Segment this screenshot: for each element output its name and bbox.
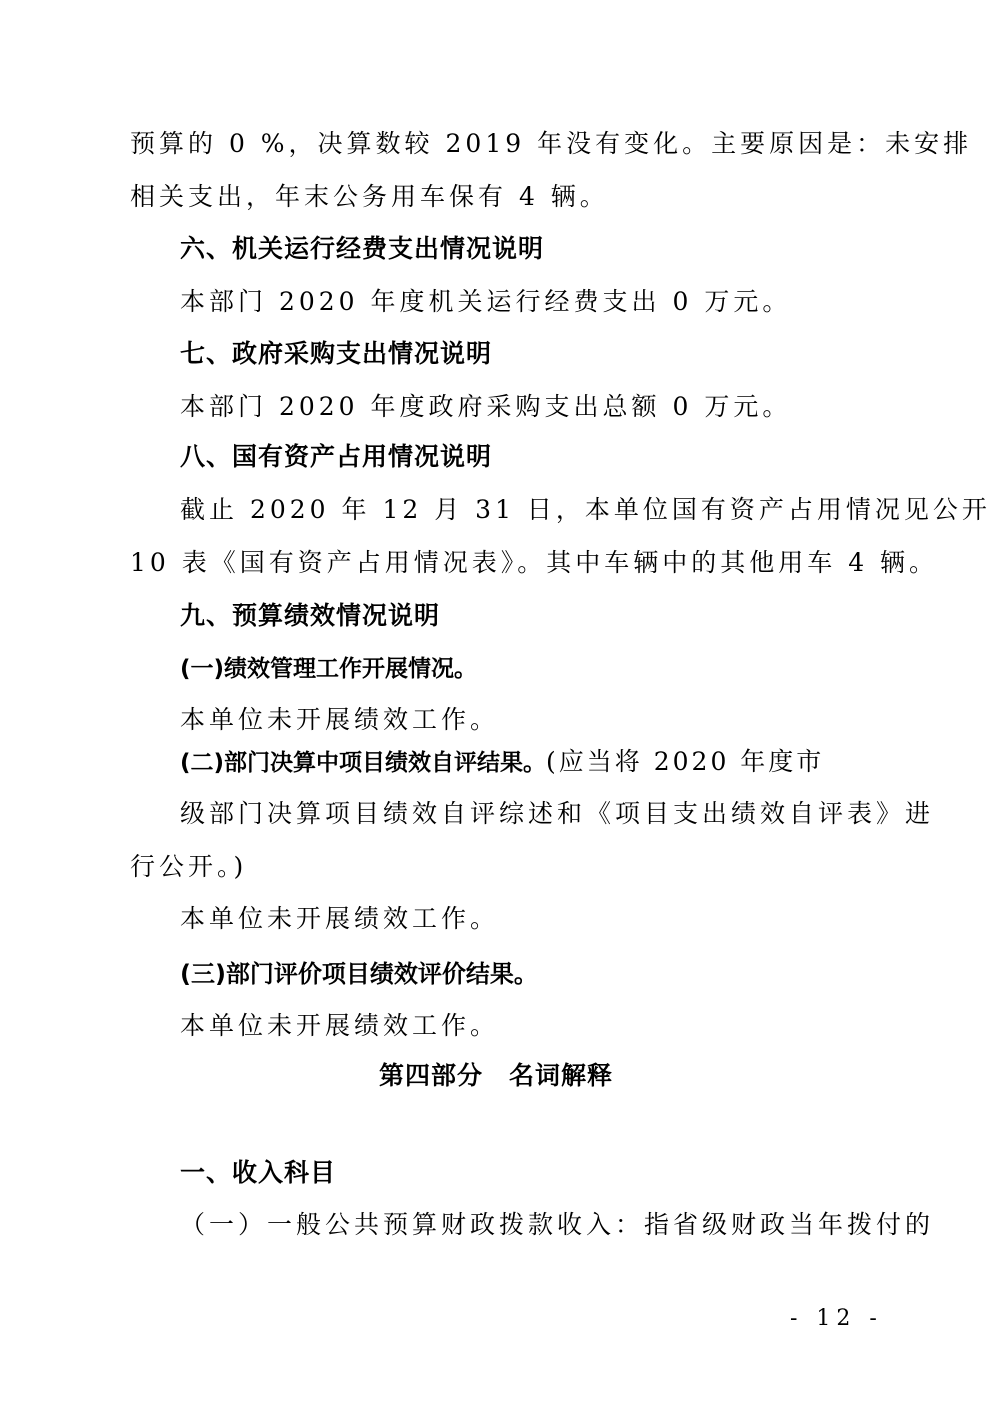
body-text-line: （一）一般公共预算财政拨款收入：指省级财政当年拨付的: [180, 1210, 935, 1239]
section-heading-7: 七、政府采购支出情况说明: [180, 339, 493, 368]
subheading-1: (一)绩效管理工作开展情况。: [180, 656, 478, 682]
body-text-line: 本部门 2020 年度政府采购支出总额 0 万元。: [180, 392, 792, 421]
body-text-line: 10 表《国有资产占用情况表》。其中车辆中的其他用车 4 辆。: [130, 548, 939, 577]
page-number: - 12 -: [790, 1306, 883, 1331]
part-title: 第四部分 名词解释: [378, 1061, 613, 1090]
body-text-line: 预算的 0 %，决算数较 2019 年没有变化。主要原因是：未安排: [130, 129, 973, 158]
body-text-line: 本单位未开展绩效工作。: [180, 1011, 500, 1040]
section-heading-8: 八、国有资产占用情况说明: [180, 442, 493, 471]
body-text-line: 行公开。): [130, 852, 248, 881]
body-text-line: 相关支出，年末公务用车保有 4 辆。: [130, 182, 609, 211]
subheading-2: (二)部门决算中项目绩效自评结果。: [180, 750, 547, 776]
subheading-2-line: [180, 747, 824, 778]
body-text-line: 本单位未开展绩效工作。: [180, 904, 500, 933]
section-heading-9: 九、预算绩效情况说明: [180, 601, 441, 630]
subheading-3: (三)部门评价项目绩效评价结果。: [180, 960, 538, 988]
section-heading-6: 六、机关运行经费支出情况说明: [180, 234, 545, 263]
section-heading-income: 一、收入科目: [180, 1158, 337, 1187]
subheading-2-note: (应当将 2020 年度市: [546, 747, 825, 776]
body-text-line: 级部门决算项目绩效自评综述和《项目支出绩效自评表》进: [180, 799, 935, 828]
body-text-line: 本单位未开展绩效工作。: [180, 705, 500, 734]
body-text-line: 本部门 2020 年度机关运行经费支出 0 万元。: [180, 287, 792, 316]
body-text-line: 截止 2020 年 12 月 31 日，本单位国有资产占用情况见公开: [180, 495, 991, 524]
